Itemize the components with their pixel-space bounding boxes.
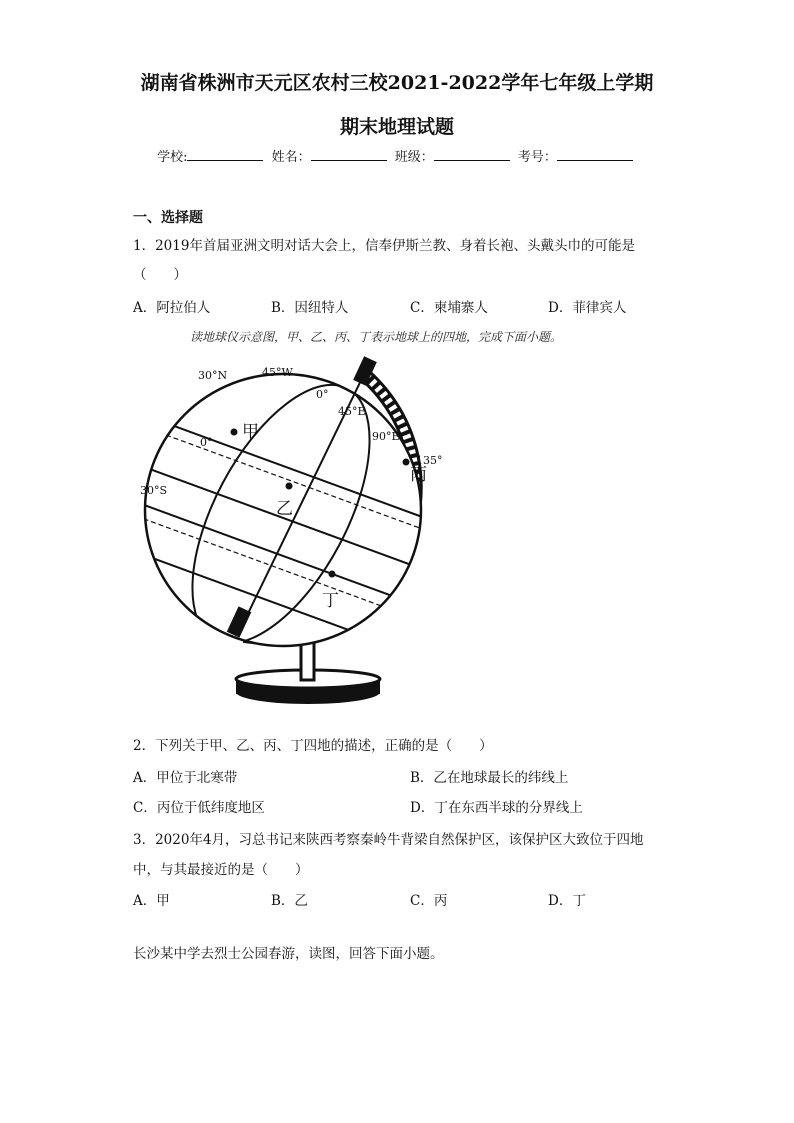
q1-option-a[interactable]: A．阿拉伯人: [133, 300, 211, 316]
label-ding: 丁: [322, 591, 339, 611]
globe-figure: [136, 352, 466, 714]
label-45w: 45°W: [262, 366, 293, 379]
point-yi: [286, 483, 293, 490]
name-blank[interactable]: [311, 148, 387, 161]
label-90e: 90°E: [372, 430, 400, 443]
label-bing: 丙: [410, 465, 427, 485]
label-30s: 30°S: [140, 484, 168, 497]
class-blank[interactable]: [434, 148, 510, 161]
stand-post: [301, 642, 314, 680]
q2-option-b[interactable]: B．乙在地球最长的纬线上: [410, 770, 569, 786]
q1-option-c[interactable]: C．柬埔寨人: [410, 300, 488, 316]
q2-option-a[interactable]: A．甲位于北寒带: [133, 770, 238, 786]
school-label: 学校:: [157, 150, 188, 165]
point-jia: [231, 429, 238, 436]
label-jia: 甲: [242, 422, 259, 442]
q3-option-d[interactable]: D．丁: [548, 893, 586, 909]
label-135: 135°: [416, 454, 443, 467]
q2-option-d[interactable]: D．丁在东西半球的分界线上: [410, 800, 583, 816]
figure-caption: 读地球仪示意图，甲、乙、丙、丁表示地球上的四地，完成下面小题。: [190, 330, 563, 344]
student-info-row: [0, 146, 794, 165]
exam-no-blank[interactable]: [557, 148, 633, 161]
label-yi: 乙: [276, 499, 293, 519]
label-0-left: 0°: [200, 436, 213, 449]
q3-option-a[interactable]: A．甲: [133, 893, 170, 909]
page-title-line2: 期末地理试题: [339, 116, 454, 138]
closing-instruction: 长沙某中学去烈士公园春游，读图，回答下面小题。: [133, 946, 444, 962]
q1-stem: 1．2019年首届亚洲文明对话大会上，信奉伊斯兰教、身着长袍、头戴头巾的可能是: [133, 238, 635, 254]
q2-stem: 2．下列关于甲、乙、丙、丁四地的描述，正确的是（ ）: [133, 738, 493, 754]
q3-option-b[interactable]: B．乙: [271, 893, 308, 909]
q3-option-c[interactable]: C．丙: [410, 893, 448, 909]
label-45e: 45°E: [338, 405, 366, 418]
q3-stem-line1: 3．2020年4月，习总书记来陕西考察秦岭牛背梁自然保护区，该保护区大致位于四地: [133, 832, 644, 848]
label-30n: 30°N: [198, 369, 228, 382]
name-label: 姓名：: [271, 150, 311, 165]
label-0-top: 0°: [316, 388, 329, 401]
school-blank[interactable]: [187, 148, 263, 161]
q1-option-b[interactable]: B．因纽特人: [271, 300, 349, 316]
exam-no-label: 考号：: [517, 150, 557, 165]
q1-option-d[interactable]: D．菲律宾人: [548, 300, 627, 316]
section-heading: 一、选择题: [133, 210, 203, 226]
point-bing: [403, 459, 410, 466]
q1-paren: （ ）: [133, 267, 187, 283]
page-title-line1: 湖南省株洲市天元区农村三校2021-2022学年七年级上学期: [140, 72, 654, 94]
q3-stem-line2: 中，与其最接近的是（ ）: [133, 862, 309, 878]
q2-option-c[interactable]: C．丙位于低纬度地区: [133, 800, 265, 816]
point-ding: [329, 571, 336, 578]
class-label: 班级：: [394, 150, 434, 165]
